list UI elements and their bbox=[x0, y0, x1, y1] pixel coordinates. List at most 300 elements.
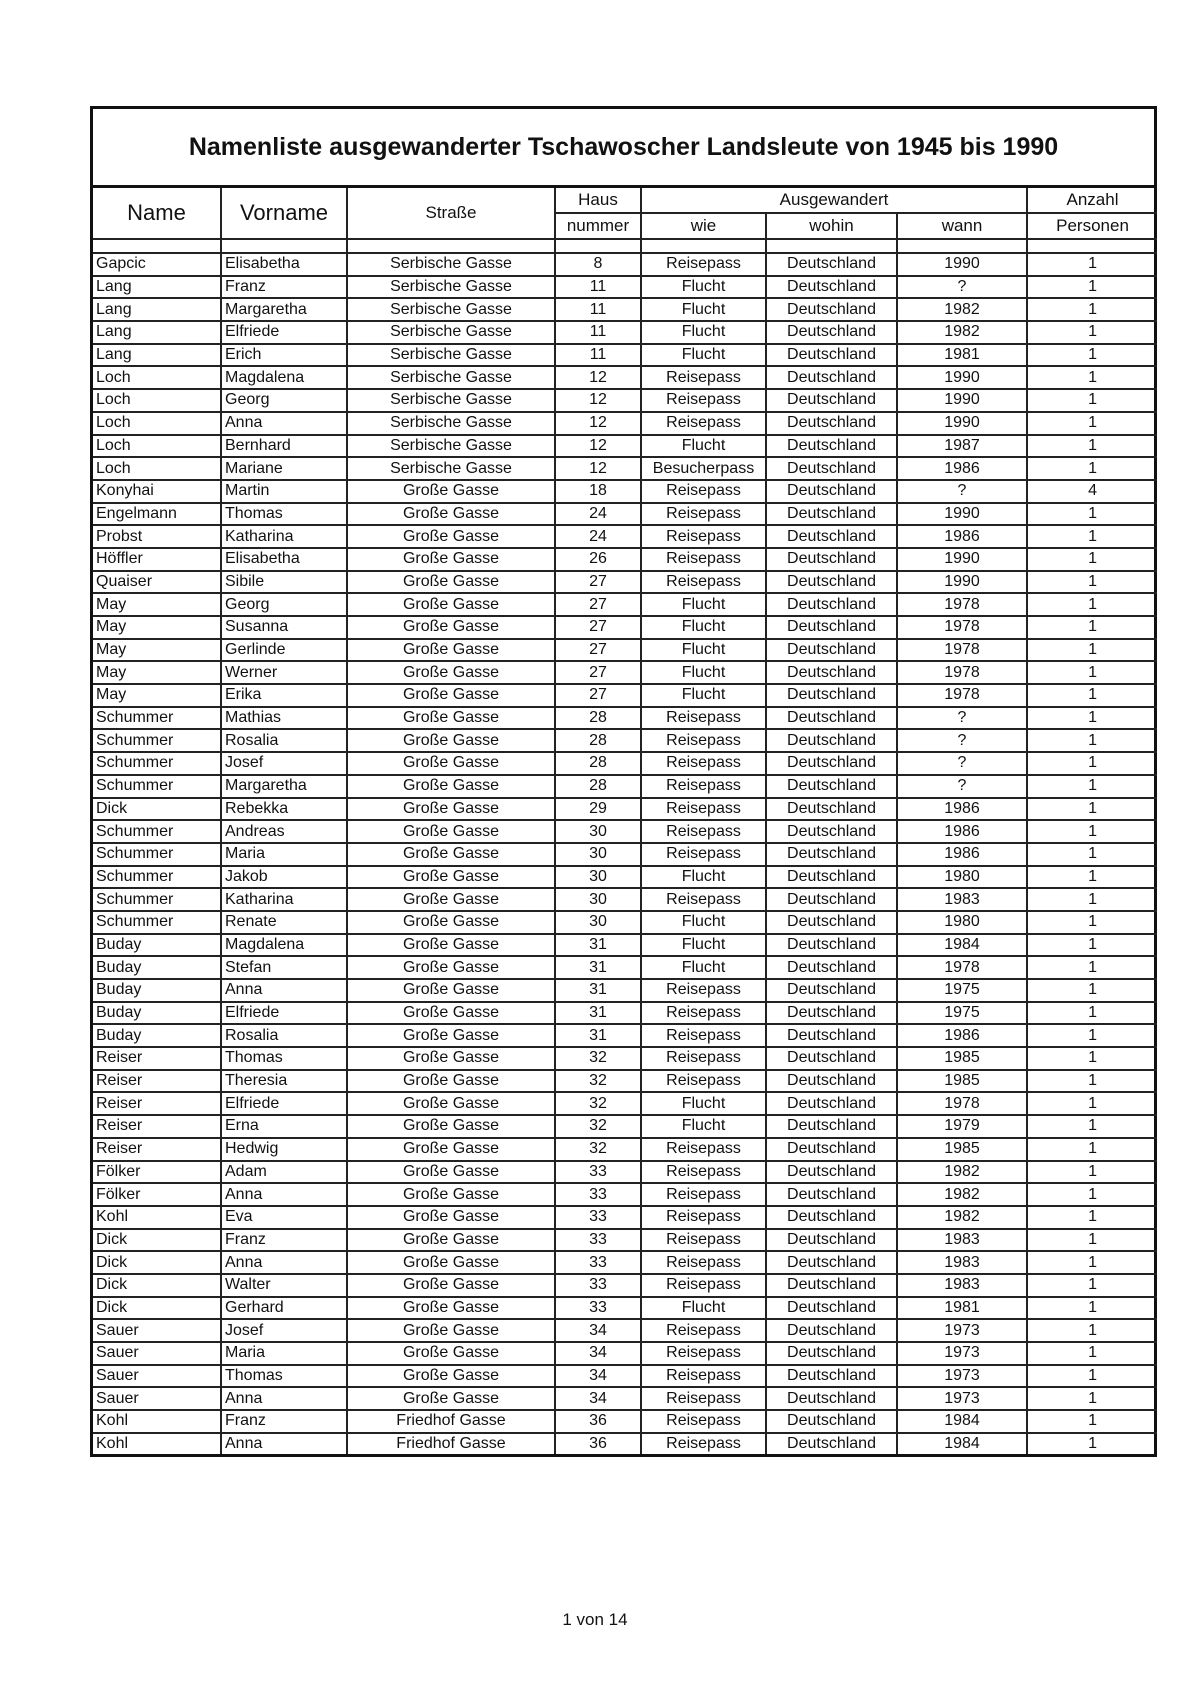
cell-anzahl: 1 bbox=[1027, 412, 1157, 435]
cell-hausnummer: 11 bbox=[555, 344, 641, 367]
cell-name: Schummer bbox=[93, 911, 221, 934]
cell-wie: Flucht bbox=[641, 866, 766, 889]
cell-wie: Flucht bbox=[641, 639, 766, 662]
cell-hausnummer: 24 bbox=[555, 503, 641, 526]
cell-wann: 1979 bbox=[897, 1115, 1027, 1138]
table-row bbox=[93, 1161, 1157, 1184]
cell-name: May bbox=[93, 639, 221, 662]
cell-name: Fölker bbox=[93, 1183, 221, 1206]
cell-anzahl: 1 bbox=[1027, 752, 1157, 775]
cell-vorname: Sibile bbox=[221, 571, 347, 594]
header-anzahl-line2: Personen bbox=[1027, 213, 1157, 239]
cell-wie: Reisepass bbox=[641, 366, 766, 389]
cell-wohin: Deutschland bbox=[766, 820, 897, 843]
cell-anzahl: 1 bbox=[1027, 457, 1157, 480]
cell-vorname: Anna bbox=[221, 412, 347, 435]
cell-wann: 1975 bbox=[897, 1002, 1027, 1025]
cell-vorname: Rebekka bbox=[221, 798, 347, 821]
cell-wann: 1978 bbox=[897, 639, 1027, 662]
cell-vorname: Bernhard bbox=[221, 435, 347, 458]
cell-name: Lang bbox=[93, 321, 221, 344]
table-row bbox=[93, 798, 1157, 821]
cell-anzahl: 1 bbox=[1027, 1115, 1157, 1138]
cell-vorname: Magdalena bbox=[221, 934, 347, 957]
header-hausnummer-line1: Haus bbox=[555, 188, 641, 213]
table-row bbox=[93, 1410, 1157, 1433]
cell-vorname: Werner bbox=[221, 661, 347, 684]
cell-anzahl: 1 bbox=[1027, 1138, 1157, 1161]
cell-hausnummer: 32 bbox=[555, 1115, 641, 1138]
cell-wann: 1983 bbox=[897, 1251, 1027, 1274]
cell-strasse: Große Gasse bbox=[347, 1047, 555, 1070]
cell-wie: Flucht bbox=[641, 684, 766, 707]
cell-strasse: Serbische Gasse bbox=[347, 253, 555, 276]
cell-vorname: Georg bbox=[221, 593, 347, 616]
cell-wann: 1985 bbox=[897, 1070, 1027, 1093]
cell-wohin: Deutschland bbox=[766, 1024, 897, 1047]
cell-wohin: Deutschland bbox=[766, 1002, 897, 1025]
cell-strasse: Große Gasse bbox=[347, 1365, 555, 1388]
cell-vorname: Magdalena bbox=[221, 366, 347, 389]
table-row bbox=[93, 1115, 1157, 1138]
cell-wie: Reisepass bbox=[641, 1387, 766, 1410]
cell-name: Schummer bbox=[93, 707, 221, 730]
cell-wann: 1986 bbox=[897, 525, 1027, 548]
cell-anzahl: 1 bbox=[1027, 729, 1157, 752]
cell-hausnummer: 31 bbox=[555, 934, 641, 957]
cell-anzahl: 1 bbox=[1027, 1274, 1157, 1297]
cell-wohin: Deutschland bbox=[766, 457, 897, 480]
cell-strasse: Große Gasse bbox=[347, 752, 555, 775]
cell-wohin: Deutschland bbox=[766, 435, 897, 458]
cell-strasse: Serbische Gasse bbox=[347, 389, 555, 412]
cell-anzahl: 4 bbox=[1027, 480, 1157, 503]
cell-hausnummer: 34 bbox=[555, 1387, 641, 1410]
table-row bbox=[93, 435, 1157, 458]
page-number: 1 von 14 bbox=[562, 1610, 628, 1629]
cell-wie: Reisepass bbox=[641, 979, 766, 1002]
cell-wann: 1990 bbox=[897, 366, 1027, 389]
cell-anzahl: 1 bbox=[1027, 1365, 1157, 1388]
cell-hausnummer: 27 bbox=[555, 571, 641, 594]
cell-wann: 1983 bbox=[897, 888, 1027, 911]
cell-strasse: Serbische Gasse bbox=[347, 412, 555, 435]
cell-wann: 1990 bbox=[897, 253, 1027, 276]
cell-strasse: Große Gasse bbox=[347, 548, 555, 571]
cell-wohin: Deutschland bbox=[766, 389, 897, 412]
table-row bbox=[93, 1274, 1157, 1297]
cell-wie: Reisepass bbox=[641, 1319, 766, 1342]
cell-name: Dick bbox=[93, 798, 221, 821]
table-row bbox=[93, 1251, 1157, 1274]
cell-wann: 1980 bbox=[897, 866, 1027, 889]
cell-anzahl: 1 bbox=[1027, 1092, 1157, 1115]
cell-strasse: Große Gasse bbox=[347, 1297, 555, 1320]
cell-name: Buday bbox=[93, 979, 221, 1002]
cell-name: Loch bbox=[93, 366, 221, 389]
cell-wann: 1984 bbox=[897, 1410, 1027, 1433]
cell-wohin: Deutschland bbox=[766, 979, 897, 1002]
cell-wann: 1984 bbox=[897, 934, 1027, 957]
cell-anzahl: 1 bbox=[1027, 911, 1157, 934]
cell-wohin: Deutschland bbox=[766, 1319, 897, 1342]
cell-wohin: Deutschland bbox=[766, 1297, 897, 1320]
cell-wohin: Deutschland bbox=[766, 276, 897, 299]
cell-wie: Flucht bbox=[641, 298, 766, 321]
cell-anzahl: 1 bbox=[1027, 798, 1157, 821]
cell-wohin: Deutschland bbox=[766, 480, 897, 503]
cell-name: Dick bbox=[93, 1297, 221, 1320]
cell-wie: Reisepass bbox=[641, 412, 766, 435]
cell-vorname: Georg bbox=[221, 389, 347, 412]
table-row bbox=[93, 1387, 1157, 1410]
cell-wann: ? bbox=[897, 707, 1027, 730]
cell-wie: Reisepass bbox=[641, 571, 766, 594]
cell-hausnummer: 11 bbox=[555, 298, 641, 321]
cell-vorname: Margaretha bbox=[221, 775, 347, 798]
cell-strasse: Große Gasse bbox=[347, 684, 555, 707]
cell-wann: 1986 bbox=[897, 820, 1027, 843]
cell-vorname: Eva bbox=[221, 1206, 347, 1229]
cell-hausnummer: 32 bbox=[555, 1047, 641, 1070]
cell-name: Loch bbox=[93, 435, 221, 458]
table-row bbox=[93, 888, 1157, 911]
cell-name: Gapcic bbox=[93, 253, 221, 276]
cell-name: Schummer bbox=[93, 729, 221, 752]
cell-vorname: Franz bbox=[221, 276, 347, 299]
cell-anzahl: 1 bbox=[1027, 298, 1157, 321]
table-row bbox=[93, 412, 1157, 435]
cell-wie: Reisepass bbox=[641, 707, 766, 730]
cell-wohin: Deutschland bbox=[766, 571, 897, 594]
cell-wie: Reisepass bbox=[641, 503, 766, 526]
cell-wohin: Deutschland bbox=[766, 1092, 897, 1115]
cell-wohin: Deutschland bbox=[766, 1365, 897, 1388]
cell-strasse: Große Gasse bbox=[347, 661, 555, 684]
cell-strasse: Große Gasse bbox=[347, 1138, 555, 1161]
cell-hausnummer: 12 bbox=[555, 412, 641, 435]
table-row bbox=[93, 480, 1157, 503]
cell-anzahl: 1 bbox=[1027, 707, 1157, 730]
cell-wie: Reisepass bbox=[641, 729, 766, 752]
cell-wann: ? bbox=[897, 729, 1027, 752]
cell-wie: Flucht bbox=[641, 1297, 766, 1320]
cell-hausnummer: 27 bbox=[555, 616, 641, 639]
cell-hausnummer: 31 bbox=[555, 956, 641, 979]
table-row bbox=[93, 866, 1157, 889]
cell-name: Kohl bbox=[93, 1410, 221, 1433]
cell-wie: Reisepass bbox=[641, 1070, 766, 1093]
cell-wie: Reisepass bbox=[641, 888, 766, 911]
cell-name: Sauer bbox=[93, 1387, 221, 1410]
cell-anzahl: 1 bbox=[1027, 775, 1157, 798]
cell-vorname: Franz bbox=[221, 1410, 347, 1433]
cell-vorname: Stefan bbox=[221, 956, 347, 979]
cell-anzahl: 1 bbox=[1027, 1319, 1157, 1342]
cell-hausnummer: 30 bbox=[555, 866, 641, 889]
cell-hausnummer: 33 bbox=[555, 1161, 641, 1184]
cell-vorname: Rosalia bbox=[221, 729, 347, 752]
cell-wie: Reisepass bbox=[641, 1206, 766, 1229]
cell-strasse: Große Gasse bbox=[347, 639, 555, 662]
table-row bbox=[93, 366, 1157, 389]
cell-hausnummer: 24 bbox=[555, 525, 641, 548]
cell-wohin: Deutschland bbox=[766, 366, 897, 389]
cell-vorname: Josef bbox=[221, 752, 347, 775]
cell-wohin: Deutschland bbox=[766, 684, 897, 707]
table-row bbox=[93, 253, 1157, 276]
cell-strasse: Große Gasse bbox=[347, 934, 555, 957]
cell-name: Engelmann bbox=[93, 503, 221, 526]
cell-wohin: Deutschland bbox=[766, 1274, 897, 1297]
cell-hausnummer: 12 bbox=[555, 389, 641, 412]
cell-wohin: Deutschland bbox=[766, 321, 897, 344]
cell-wohin: Deutschland bbox=[766, 729, 897, 752]
cell-name: Reiser bbox=[93, 1115, 221, 1138]
cell-anzahl: 1 bbox=[1027, 1433, 1157, 1455]
cell-strasse: Große Gasse bbox=[347, 616, 555, 639]
cell-hausnummer: 33 bbox=[555, 1274, 641, 1297]
cell-wann: 1981 bbox=[897, 1297, 1027, 1320]
cell-wohin: Deutschland bbox=[766, 843, 897, 866]
cell-name: Buday bbox=[93, 1024, 221, 1047]
cell-name: Reiser bbox=[93, 1047, 221, 1070]
cell-wie: Flucht bbox=[641, 911, 766, 934]
table-row bbox=[93, 1342, 1157, 1365]
cell-strasse: Große Gasse bbox=[347, 525, 555, 548]
cell-wie: Flucht bbox=[641, 616, 766, 639]
table-row bbox=[93, 1206, 1157, 1229]
cell-anzahl: 1 bbox=[1027, 1047, 1157, 1070]
cell-hausnummer: 31 bbox=[555, 1024, 641, 1047]
cell-name: May bbox=[93, 616, 221, 639]
cell-hausnummer: 34 bbox=[555, 1365, 641, 1388]
data-table bbox=[93, 188, 1157, 1454]
table-row bbox=[93, 298, 1157, 321]
cell-hausnummer: 28 bbox=[555, 752, 641, 775]
cell-wohin: Deutschland bbox=[766, 1138, 897, 1161]
cell-wann: ? bbox=[897, 775, 1027, 798]
cell-hausnummer: 30 bbox=[555, 888, 641, 911]
cell-anzahl: 1 bbox=[1027, 820, 1157, 843]
cell-hausnummer: 36 bbox=[555, 1410, 641, 1433]
cell-name: May bbox=[93, 593, 221, 616]
cell-strasse: Große Gasse bbox=[347, 707, 555, 730]
cell-wann: 1985 bbox=[897, 1047, 1027, 1070]
cell-wohin: Deutschland bbox=[766, 888, 897, 911]
cell-name: Dick bbox=[93, 1274, 221, 1297]
cell-wie: Flucht bbox=[641, 1092, 766, 1115]
cell-hausnummer: 32 bbox=[555, 1138, 641, 1161]
cell-wann: 1978 bbox=[897, 684, 1027, 707]
table-row bbox=[93, 1138, 1157, 1161]
table-row bbox=[93, 1024, 1157, 1047]
cell-wohin: Deutschland bbox=[766, 1183, 897, 1206]
cell-vorname: Andreas bbox=[221, 820, 347, 843]
cell-wie: Reisepass bbox=[641, 253, 766, 276]
cell-vorname: Anna bbox=[221, 1433, 347, 1455]
cell-strasse: Große Gasse bbox=[347, 480, 555, 503]
cell-wie: Reisepass bbox=[641, 1183, 766, 1206]
emigrant-list-table bbox=[90, 106, 1157, 1457]
cell-hausnummer: 28 bbox=[555, 707, 641, 730]
cell-wohin: Deutschland bbox=[766, 661, 897, 684]
table-row bbox=[93, 1183, 1157, 1206]
cell-vorname: Thomas bbox=[221, 1047, 347, 1070]
cell-wohin: Deutschland bbox=[766, 616, 897, 639]
cell-hausnummer: 27 bbox=[555, 684, 641, 707]
table-row bbox=[93, 911, 1157, 934]
header-ausgewandert: Ausgewandert bbox=[641, 188, 1027, 213]
cell-vorname: Thomas bbox=[221, 1365, 347, 1388]
table-row bbox=[93, 503, 1157, 526]
cell-wohin: Deutschland bbox=[766, 1115, 897, 1138]
cell-wohin: Deutschland bbox=[766, 1229, 897, 1252]
cell-name: Loch bbox=[93, 389, 221, 412]
cell-vorname: Susanna bbox=[221, 616, 347, 639]
table-row bbox=[93, 276, 1157, 299]
cell-wann: 1978 bbox=[897, 1092, 1027, 1115]
cell-vorname: Elfriede bbox=[221, 1092, 347, 1115]
cell-vorname: Renate bbox=[221, 911, 347, 934]
cell-wohin: Deutschland bbox=[766, 412, 897, 435]
cell-wohin: Deutschland bbox=[766, 1206, 897, 1229]
table-row bbox=[93, 1433, 1157, 1455]
cell-name: Lang bbox=[93, 276, 221, 299]
table-body bbox=[93, 239, 1157, 1454]
cell-wie: Reisepass bbox=[641, 775, 766, 798]
cell-anzahl: 1 bbox=[1027, 1002, 1157, 1025]
cell-strasse: Serbische Gasse bbox=[347, 276, 555, 299]
cell-name: Schummer bbox=[93, 820, 221, 843]
cell-wann: 1982 bbox=[897, 1183, 1027, 1206]
cell-wie: Reisepass bbox=[641, 1274, 766, 1297]
cell-vorname: Theresia bbox=[221, 1070, 347, 1093]
cell-strasse: Große Gasse bbox=[347, 979, 555, 1002]
cell-hausnummer: 28 bbox=[555, 775, 641, 798]
cell-wann: 1990 bbox=[897, 389, 1027, 412]
cell-vorname: Erich bbox=[221, 344, 347, 367]
cell-name: Dick bbox=[93, 1251, 221, 1274]
cell-wie: Reisepass bbox=[641, 480, 766, 503]
cell-vorname: Mathias bbox=[221, 707, 347, 730]
page-title: Namenliste ausgewanderter Tschawoscher Landsleute von 1945 bis 1990 bbox=[93, 109, 1154, 188]
cell-name: Buday bbox=[93, 934, 221, 957]
cell-anzahl: 1 bbox=[1027, 639, 1157, 662]
cell-strasse: Große Gasse bbox=[347, 888, 555, 911]
cell-wie: Flucht bbox=[641, 321, 766, 344]
cell-strasse: Serbische Gasse bbox=[347, 435, 555, 458]
table-row bbox=[93, 775, 1157, 798]
cell-strasse: Große Gasse bbox=[347, 1161, 555, 1184]
cell-vorname: Gerlinde bbox=[221, 639, 347, 662]
cell-anzahl: 1 bbox=[1027, 1024, 1157, 1047]
cell-name: Sauer bbox=[93, 1342, 221, 1365]
cell-wohin: Deutschland bbox=[766, 525, 897, 548]
header-strasse: Straße bbox=[347, 188, 555, 239]
cell-wie: Reisepass bbox=[641, 1410, 766, 1433]
cell-strasse: Große Gasse bbox=[347, 1387, 555, 1410]
cell-name: Lang bbox=[93, 298, 221, 321]
cell-anzahl: 1 bbox=[1027, 435, 1157, 458]
cell-anzahl: 1 bbox=[1027, 888, 1157, 911]
cell-hausnummer: 33 bbox=[555, 1183, 641, 1206]
cell-vorname: Gerhard bbox=[221, 1297, 347, 1320]
cell-strasse: Große Gasse bbox=[347, 1274, 555, 1297]
cell-wohin: Deutschland bbox=[766, 1433, 897, 1455]
cell-strasse: Friedhof Gasse bbox=[347, 1433, 555, 1455]
cell-wie: Reisepass bbox=[641, 1002, 766, 1025]
cell-wann: 1986 bbox=[897, 457, 1027, 480]
cell-anzahl: 1 bbox=[1027, 571, 1157, 594]
cell-anzahl: 1 bbox=[1027, 548, 1157, 571]
cell-wie: Reisepass bbox=[641, 1433, 766, 1455]
table-row bbox=[93, 639, 1157, 662]
spacer-row bbox=[93, 239, 1157, 253]
cell-wie: Reisepass bbox=[641, 1047, 766, 1070]
cell-wann: ? bbox=[897, 276, 1027, 299]
cell-hausnummer: 33 bbox=[555, 1229, 641, 1252]
cell-hausnummer: 8 bbox=[555, 253, 641, 276]
cell-strasse: Große Gasse bbox=[347, 1251, 555, 1274]
header-name: Name bbox=[93, 188, 221, 239]
cell-name: Probst bbox=[93, 525, 221, 548]
cell-wohin: Deutschland bbox=[766, 1387, 897, 1410]
cell-anzahl: 1 bbox=[1027, 934, 1157, 957]
table-row bbox=[93, 1070, 1157, 1093]
table-row bbox=[93, 752, 1157, 775]
cell-wohin: Deutschland bbox=[766, 1410, 897, 1433]
cell-wie: Reisepass bbox=[641, 843, 766, 866]
cell-wann: 1985 bbox=[897, 1138, 1027, 1161]
cell-name: Buday bbox=[93, 1002, 221, 1025]
cell-wann: 1990 bbox=[897, 571, 1027, 594]
cell-wann: 1978 bbox=[897, 661, 1027, 684]
cell-anzahl: 1 bbox=[1027, 1410, 1157, 1433]
cell-hausnummer: 30 bbox=[555, 911, 641, 934]
cell-wie: Reisepass bbox=[641, 752, 766, 775]
table-row bbox=[93, 321, 1157, 344]
cell-anzahl: 1 bbox=[1027, 661, 1157, 684]
cell-wann: 1982 bbox=[897, 321, 1027, 344]
cell-hausnummer: 12 bbox=[555, 366, 641, 389]
table-row bbox=[93, 1365, 1157, 1388]
cell-anzahl: 1 bbox=[1027, 593, 1157, 616]
cell-strasse: Große Gasse bbox=[347, 843, 555, 866]
cell-wann: 1973 bbox=[897, 1342, 1027, 1365]
header-hausnummer-line2: nummer bbox=[555, 213, 641, 239]
header-wohin: wohin bbox=[766, 213, 897, 239]
cell-wann: 1975 bbox=[897, 979, 1027, 1002]
cell-strasse: Serbische Gasse bbox=[347, 366, 555, 389]
cell-wohin: Deutschland bbox=[766, 253, 897, 276]
cell-vorname: Maria bbox=[221, 843, 347, 866]
cell-strasse: Große Gasse bbox=[347, 1206, 555, 1229]
cell-vorname: Thomas bbox=[221, 503, 347, 526]
cell-wann: 1984 bbox=[897, 1433, 1027, 1455]
cell-name: Kohl bbox=[93, 1206, 221, 1229]
cell-wie: Reisepass bbox=[641, 548, 766, 571]
cell-anzahl: 1 bbox=[1027, 1161, 1157, 1184]
table-row bbox=[93, 729, 1157, 752]
cell-name: Konyhai bbox=[93, 480, 221, 503]
cell-strasse: Große Gasse bbox=[347, 956, 555, 979]
cell-vorname: Anna bbox=[221, 1183, 347, 1206]
cell-hausnummer: 34 bbox=[555, 1319, 641, 1342]
cell-wie: Reisepass bbox=[641, 1229, 766, 1252]
table-row bbox=[93, 593, 1157, 616]
cell-anzahl: 1 bbox=[1027, 525, 1157, 548]
